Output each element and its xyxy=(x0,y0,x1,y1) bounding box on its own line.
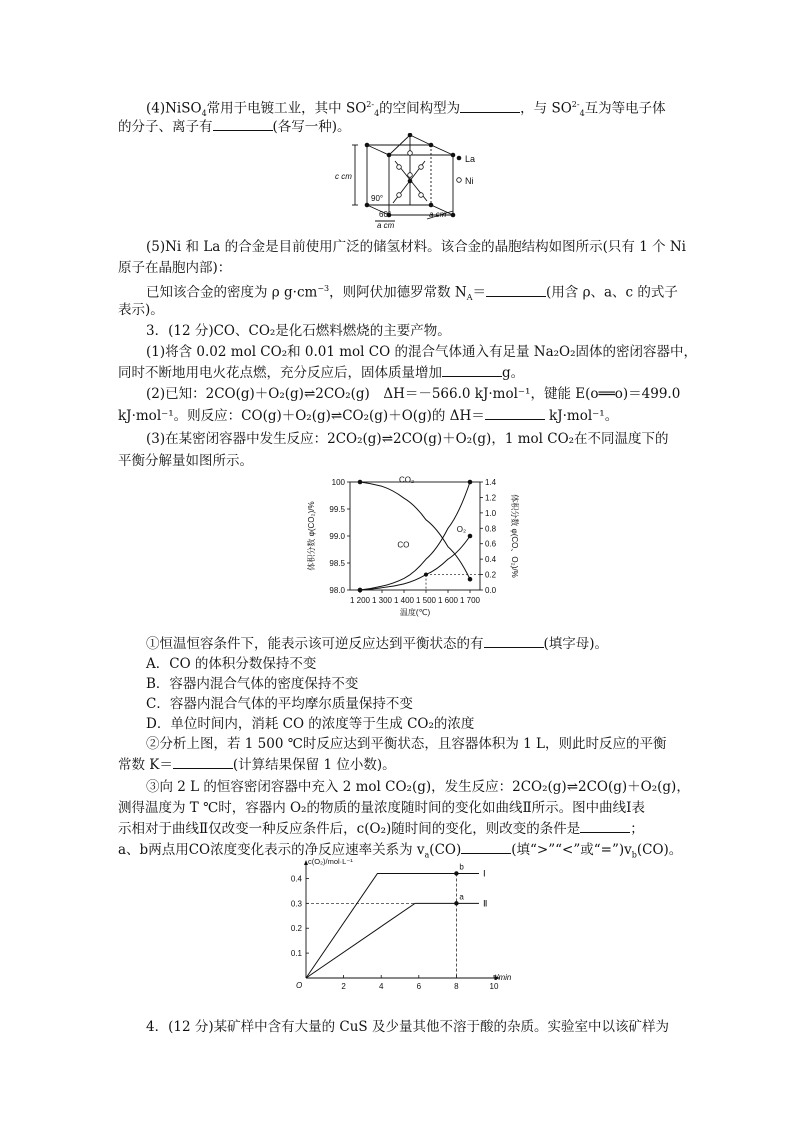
label-60: 60° xyxy=(379,210,392,219)
point-b xyxy=(454,871,458,875)
series-label: Ⅱ xyxy=(482,898,488,909)
option-c: C．容器内混合气体的平均摩尔质量保持不变 xyxy=(146,696,413,712)
q3-p3-l1: (3)在某密闭容器中发生反应：2CO₂(g)⇌2CO(g)＋O₂(g)，1 mol CO₂在不同温度下的 xyxy=(146,431,669,447)
text: kJ·mol⁻¹。则反应：CO(g)＋O₂(g)⇌CO₂(g)＋O(g)的 ΔH＝ xyxy=(118,408,485,424)
data-point xyxy=(468,577,473,582)
text: 常数 K＝ xyxy=(118,757,173,773)
x-tick-label: 4 xyxy=(378,982,384,991)
y2-tick-label: 0.2 xyxy=(485,570,497,580)
y2-tick-label: 0.4 xyxy=(485,555,497,565)
x-tick-label: 1 400 xyxy=(393,596,415,605)
x-tick-label: 8 xyxy=(454,982,459,991)
text: 同时不断地用电火花点燃，充分反应后，固体质量增加 xyxy=(118,365,442,381)
plot-frame xyxy=(350,482,480,590)
y-tick-label: 0.4 xyxy=(290,874,302,884)
text: ，则阿伏加德罗常数 N xyxy=(329,284,467,301)
q5-line4: 表示)。 xyxy=(118,302,164,318)
text: ＝ xyxy=(472,284,487,301)
text: 互为等电子体 xyxy=(584,100,666,117)
text: 已知该合金的密度为 ρ g·cm xyxy=(146,284,318,301)
x-tick-label: 2 xyxy=(341,982,346,991)
text: (填字母)。 xyxy=(543,636,609,652)
text: 示相对于曲线Ⅱ仅改变一种反应条件后，c(O₂)随时间的变化，则改变的条件是 xyxy=(118,821,581,837)
crystal-cell-diagram xyxy=(335,133,505,228)
text: ①恒温恒容条件下，能表示该可逆反应达到平衡状态的有 xyxy=(146,636,484,652)
x-tick-label: 1 700 xyxy=(459,596,481,605)
point-label: a xyxy=(459,892,464,902)
text: 的空间构型为 xyxy=(379,100,461,117)
data-point xyxy=(358,588,363,593)
text: 4 xyxy=(374,109,380,119)
text: a、b两点用CO浓度变化表示的净反应速率关系为 v xyxy=(118,842,425,858)
answer-blank[interactable] xyxy=(173,754,233,769)
y-tick-label: 0.3 xyxy=(290,899,302,909)
answer-blank[interactable] xyxy=(460,98,520,113)
q3-s1 xyxy=(146,633,706,655)
y-tick-label: 100 xyxy=(331,478,345,487)
option-d: D．单位时间内，消耗 CO 的浓度等于生成 CO₂的浓度 xyxy=(146,716,475,732)
option-a: A．CO 的体积分数保持不变 xyxy=(146,656,317,672)
series-label: CO xyxy=(397,540,410,550)
text: 2- xyxy=(571,100,580,109)
option-b: B．容器内混合气体的密度保持不变 xyxy=(146,676,359,692)
y2-tick-label: 1.4 xyxy=(485,478,497,487)
x-axis-label: t/min xyxy=(494,973,512,982)
q3-head: 3．(12 分)CO、CO₂是化石燃料燃烧的主要产物。 xyxy=(146,323,451,339)
q3-p3-l2: 平衡分解量如图所示。 xyxy=(118,453,253,469)
y2-axis-label: 体积分数 φ(CO、O₂)/% xyxy=(510,494,519,578)
answer-blank[interactable] xyxy=(484,633,544,648)
y-axis-label: 体积分数 φ(CO₂)/% xyxy=(307,501,316,571)
data-point xyxy=(358,480,363,485)
legend-ni: Ni xyxy=(465,176,474,186)
text: a xyxy=(424,850,430,860)
answer-blank[interactable] xyxy=(485,405,545,420)
q3-s3-l2: 测得温度为 T ℃时，容器内 O₂的物质的量浓度随时间的变化如曲线Ⅱ所示。图中曲线Ⅰ表 xyxy=(118,800,645,816)
x-tick-label: 6 xyxy=(416,982,422,991)
point-label: b xyxy=(459,862,464,872)
label-90: 90° xyxy=(371,194,384,203)
text: 4 xyxy=(201,109,207,119)
q3-s3-l3 xyxy=(118,818,678,840)
concentration-time-chart xyxy=(268,856,528,996)
text: (填“>”“<”或“=”)v xyxy=(511,842,632,858)
text: (计算结果保留 1 位小数)。 xyxy=(232,757,396,773)
text: ； xyxy=(630,821,644,837)
y2-tick-label: 0.6 xyxy=(485,539,497,549)
legend-la: La xyxy=(465,154,476,164)
text: kJ·mol⁻¹。 xyxy=(544,408,619,424)
y-tick-label: 99.0 xyxy=(329,532,345,541)
y2-tick-label: 1.2 xyxy=(485,493,497,503)
text: 的分子、离子有 xyxy=(118,119,213,135)
q3-s2-l1: ②分析上图，若 1 500 ℃时反应达到平衡状态，且容器体积为 1 L，则此时反应的平衡 xyxy=(146,736,667,752)
answer-blank[interactable] xyxy=(213,116,273,131)
q3-s2-l2 xyxy=(118,754,678,776)
x-tick-label: 1 300 xyxy=(371,596,393,605)
text: −3 xyxy=(317,284,330,293)
q5-line2: 原子在晶胞内部)： xyxy=(118,260,232,276)
x-tick-label: 10 xyxy=(489,982,499,991)
text: ，与 SO xyxy=(520,100,572,117)
y2-tick-label: 0.8 xyxy=(485,524,497,534)
text: (4)NiSO xyxy=(146,100,202,117)
label-a1: a cm xyxy=(377,221,395,228)
text: (CO)。 xyxy=(636,842,683,858)
text: 2- xyxy=(366,100,375,109)
series-line-CO xyxy=(360,482,470,590)
q3-s3-l1: ③向 2 L 的恒容密闭容器中充入 2 mol CO₂(g)，发生反应：2CO₂(g)⇌2CO(g)＋O₂(g)， xyxy=(146,779,690,795)
text: A xyxy=(466,293,473,303)
x-tick-label: 1 500 xyxy=(415,596,437,605)
series-label: CO₂ xyxy=(399,475,415,485)
label-c: c cm xyxy=(335,172,352,181)
y-tick-label: 98.0 xyxy=(329,586,345,595)
data-point xyxy=(468,534,473,539)
text: (CO) xyxy=(429,842,462,858)
series-line-Ⅰ xyxy=(306,873,479,978)
q3-p1-l1: (1)将含 0.02 mol CO₂和 0.01 mol CO 的混合气体通入有足量 Na₂O₂固体的密闭容器中， xyxy=(146,344,698,360)
q3-p2-l1: (2)已知：2CO(g)＋O₂(g)⇌2CO₂(g) ΔH＝－566.0 kJ·mol⁻¹，键能 E(o══o)＝499.0 xyxy=(146,386,681,402)
y-axis-label: c(O₂)/mol·L⁻¹ xyxy=(308,857,353,866)
text: (各写一种)。 xyxy=(272,119,351,135)
y-tick-label: 0.2 xyxy=(290,924,302,934)
y-tick-label: 98.5 xyxy=(329,559,345,568)
y2-tick-label: 0.0 xyxy=(485,586,497,595)
data-point xyxy=(468,480,473,485)
y-tick-label: 0.1 xyxy=(290,949,302,959)
x-axis-label: 温度(℃) xyxy=(399,608,431,617)
equilibrium-chart xyxy=(300,470,540,630)
origin-label: O xyxy=(296,981,303,990)
text: (用含 ρ、a、c 的式子 xyxy=(546,284,678,301)
text: b xyxy=(631,850,637,860)
series-line-CO₂ xyxy=(360,482,470,579)
text: 4 xyxy=(579,109,585,119)
series-label: Ⅰ xyxy=(482,868,486,879)
y2-tick-label: 1.0 xyxy=(485,508,497,518)
q5-line1: (5)Ni 和 La 的合金是目前使用广泛的储氢材料。该合金的晶胞结构如图所示(只有 1 个 Ni xyxy=(146,239,686,255)
answer-blank[interactable] xyxy=(442,362,502,377)
text: g。 xyxy=(502,365,525,381)
answer-blank[interactable] xyxy=(486,282,546,297)
series-label: O₂ xyxy=(456,525,467,535)
y-tick-label: 99.5 xyxy=(329,505,345,514)
series-line-O₂ xyxy=(360,536,470,590)
q3-p2-l2 xyxy=(118,405,678,427)
q4b-line: 4．(12 分)某矿样中含有大量的 CuS 及少量其他不溶于酸的杂质。实验室中以该矿样为 xyxy=(146,1019,669,1035)
x-tick-label: 1 600 xyxy=(437,596,459,605)
x-tick-label: 1 200 xyxy=(349,596,371,605)
q3-p1-l2 xyxy=(118,362,678,384)
point-a xyxy=(454,901,458,905)
label-a2: a cm xyxy=(429,210,447,219)
answer-blank[interactable] xyxy=(461,839,511,854)
text: 常用于电镀工业，其中 SO xyxy=(206,100,367,117)
answer-blank[interactable] xyxy=(580,818,630,833)
